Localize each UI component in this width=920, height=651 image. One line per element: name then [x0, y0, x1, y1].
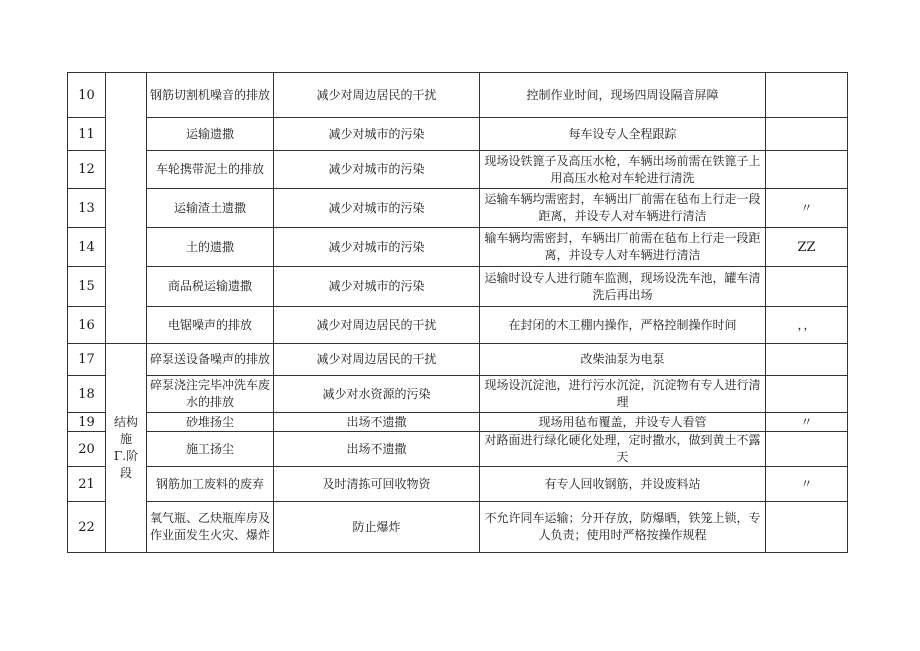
table-row	[68, 189, 848, 228]
impact-goal: 减少对城市的污染	[274, 118, 480, 151]
impact-goal: 减少对城市的污染	[274, 189, 480, 228]
remark	[766, 73, 848, 118]
control-measure: 在封闭的木工棚内操作，严格控制操作时间	[480, 307, 766, 344]
row-number: 20	[68, 432, 106, 467]
impact-goal: 防止爆炸	[274, 502, 480, 553]
pollution-source: 碎泵送设备噪声的排放	[147, 344, 274, 376]
row-number: 11	[68, 118, 106, 151]
row-number: 12	[68, 151, 106, 189]
row-number: 14	[68, 228, 106, 267]
row-number: 21	[68, 467, 106, 502]
control-measure: 现场设铁篦子及高压水枪，车辆出场前需在铁篦子上用高压水枪对车轮进行清洗	[480, 151, 766, 189]
row-number: 16	[68, 307, 106, 344]
control-measure: 运输时设专人进行随车监测，现场设洗车池，罐车清洗后再出场	[480, 267, 766, 307]
stage-cell-blank	[106, 73, 147, 344]
remark: 〃	[766, 189, 848, 228]
pollution-source: 碎泵浇注完毕冲洗车废水的排放	[147, 376, 274, 413]
pollution-source: 运输渣土遗撒	[147, 189, 274, 228]
control-measure: 运输车辆均需密封，车辆出厂前需在毡布上行走一段距离，并设专人对车辆进行清洁	[480, 189, 766, 228]
row-number: 22	[68, 502, 106, 553]
control-measure: 输车辆均需密封，车辆出厂前需在毡布上行走一段距离，并设专人对车辆进行清洁	[480, 228, 766, 267]
row-number: 18	[68, 376, 106, 413]
table-row	[68, 376, 848, 413]
row-number: 15	[68, 267, 106, 307]
impact-goal: 减少对城市的污染	[274, 228, 480, 267]
impact-goal: 出场不遗撒	[274, 413, 480, 432]
control-measure: 每车设专人全程跟踪	[480, 118, 766, 151]
row-number: 19	[68, 413, 106, 432]
remark	[766, 344, 848, 376]
control-measure: 有专人回收钢筋，并设废料站	[480, 467, 766, 502]
control-measure: 控制作业时间，现场四周设隔音屏障	[480, 73, 766, 118]
table-row	[68, 228, 848, 267]
row-number: 17	[68, 344, 106, 376]
remark: ZZ	[766, 228, 848, 267]
control-measure: 对路面进行绿化硬化处理，定时撒水，做到黄土不露天	[480, 432, 766, 467]
pollution-source: 电锯噪声的排放	[147, 307, 274, 344]
remark: 〃	[766, 413, 848, 432]
table-row	[68, 151, 848, 189]
remark	[766, 118, 848, 151]
pollution-source: 施工扬尘	[147, 432, 274, 467]
impact-goal: 及时清拣可回收物资	[274, 467, 480, 502]
remark	[766, 376, 848, 413]
table-row	[68, 73, 848, 118]
impact-goal: 减少对周边居民的干扰	[274, 307, 480, 344]
row-number: 13	[68, 189, 106, 228]
pollution-source: 氧气瓶、乙炔瓶库房及作业面发生火灾、爆炸	[147, 502, 274, 553]
table-row	[68, 413, 848, 432]
pollution-source: 运输遗撒	[147, 118, 274, 151]
stage-label: 结构施 Γ.阶段	[106, 344, 147, 553]
pollution-source: 车轮携带泥土的排放	[147, 151, 274, 189]
impact-goal: 减少对水资源的污染	[274, 376, 480, 413]
control-measure: 现场用毡布覆盖，并设专人看管	[480, 413, 766, 432]
remark	[766, 502, 848, 553]
remark	[766, 267, 848, 307]
remark	[766, 432, 848, 467]
pollution-source: 土的遗撒	[147, 228, 274, 267]
table-row	[68, 502, 848, 553]
table-row	[68, 432, 848, 467]
table-row	[68, 307, 848, 344]
pollution-source: 钢筋加工废料的废弃	[147, 467, 274, 502]
impact-goal: 减少对周边居民的干扰	[274, 344, 480, 376]
table-row	[68, 344, 848, 376]
pollution-source: 商品税运输遗撒	[147, 267, 274, 307]
impact-goal: 减少对城市的污染	[274, 267, 480, 307]
impact-goal: 减少对城市的污染	[274, 151, 480, 189]
control-measure: 不允许同车运输；分开存放，防爆晒，铁笼上锁，专人负责；使用时严格按操作规程	[480, 502, 766, 553]
remark: ，，	[766, 307, 848, 344]
pollution-source: 钢筋切割机噪音的排放	[147, 73, 274, 118]
pollution-source: 砂堆扬尘	[147, 413, 274, 432]
table-row	[68, 267, 848, 307]
impact-goal: 出场不遗撒	[274, 432, 480, 467]
table-row	[68, 467, 848, 502]
control-measure: 改柴油泵为电泵	[480, 344, 766, 376]
environmental-measures-table	[67, 72, 848, 553]
remark: 〃	[766, 467, 848, 502]
remark	[766, 151, 848, 189]
table-row	[68, 118, 848, 151]
impact-goal: 减少对周边居民的干扰	[274, 73, 480, 118]
control-measure: 现场设沉淀池，进行污水沉淀，沉淀物有专人进行清理	[480, 376, 766, 413]
row-number: 10	[68, 73, 106, 118]
